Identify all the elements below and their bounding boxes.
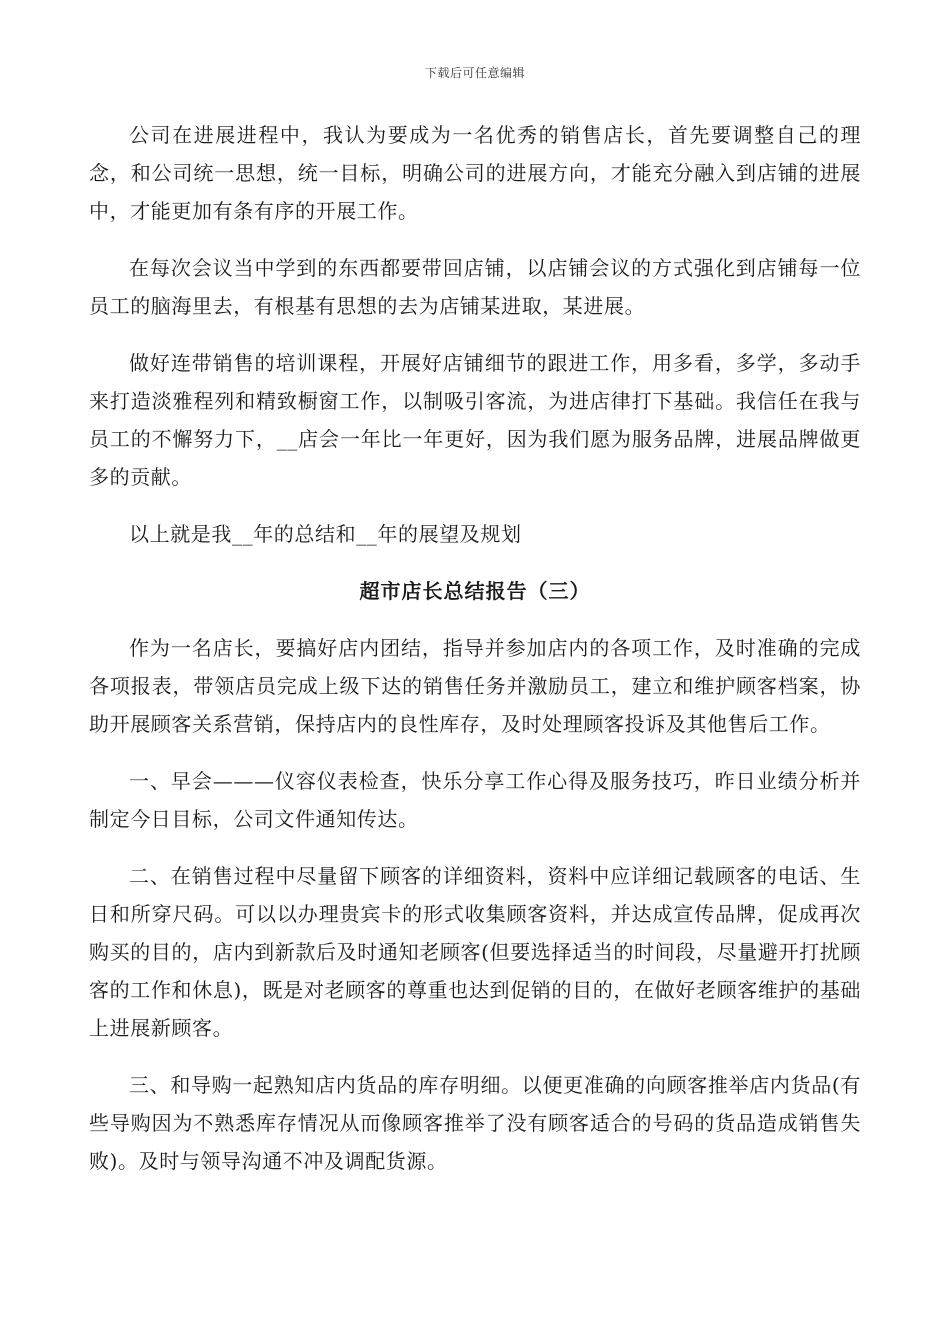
paragraph: 作为一名店长，要搞好店内团结，指导并参加店内的各项工作，及时准确的完成各项报表，带领店员完成上级下达的销售任务并激励员工，建立和维护顾客档案，协助开展顾客关系营销，保持店内的良性库存，及时处理顾客投诉及其他售后工作。 (89, 636, 861, 736)
paragraph: 三、和导购一起熟知店内货品的库存明细。以便更准确的向顾客推举店内货品(有些导购因为不熟悉库存情况从而像顾客推举了没有顾客适合的号码的货品造成销售失败)。及时与领导沟通不冲及调配货源。 (89, 1073, 861, 1173)
paragraph: 一、早会———仪容仪表检查，快乐分享工作心得及服务技巧，昨日业绩分析并制定今日目标，公司文件通知传达。 (89, 769, 861, 831)
page-header: 下载后可任意编辑 (424, 66, 525, 80)
document-body (89, 116, 861, 1199)
paragraph: 做好连带销售的培训课程，开展好店铺细节的跟进工作，用多看，多学，多动手来打造淡雅程列和精致橱窗工作，以制吸引客流，为进店律打下基础。我信任在我与员工的不懈努力下，__店会一年比一年更好，因为我们愿为服务品牌，进展品牌做更多的贡献。 (89, 351, 861, 489)
paragraph: 在每次会议当中学到的东西都要带回店铺，以店铺会议的方式强化到店铺每一位员工的脑海里去，有根基有思想的去为店铺某进取，某进展。 (89, 256, 861, 318)
paragraph: 公司在进展进程中，我认为要成为一名优秀的销售店长，首先要调整自己的理念，和公司统一思想，统一目标，明确公司的进展方向，才能充分融入到店铺的进展中，才能更加有条有序的开展工作。 (89, 123, 861, 223)
paragraph: 二、在销售过程中尽量留下顾客的详细资料，资料中应详细记载顾客的电话、生日和所穿尺码。可以以办理贵宾卡的形式收集顾客资料，并达成宣传品牌，促成再次购买的目的，店内到新款后及时通知老顾客(但要选择适当的时间段，尽量避开打扰顾客的工作和休息)，既是对老顾客的尊重也达到促销的目的，在做好老顾客维护的基础上进展新顾客。 (89, 864, 861, 1040)
paragraph: 以上就是我__年的总结和__年的展望及规划 (129, 522, 522, 546)
section-title: 超市店长总结报告（三） (359, 579, 591, 603)
